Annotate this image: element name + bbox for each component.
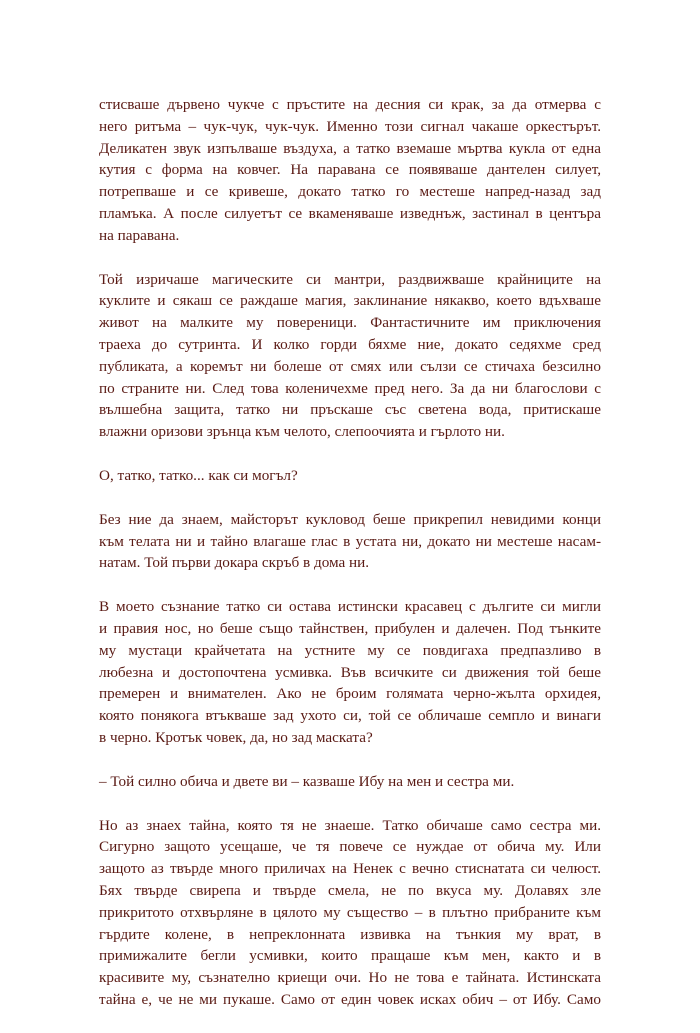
text-line: потрепваше и се кривеше, докато татко го местеше напред-назад зад (99, 183, 601, 201)
text-line: в черно. Кротък човек, да, но зад маската? (99, 728, 373, 746)
text-line: тайна е, че не ми пукаше. Само от един човек исках обич – от Ибу. Само (99, 990, 601, 1008)
text-line: Бях твърде свирепа и твърде смела, не по вкуса му. Долавях зле (99, 881, 601, 899)
text-line: примижалите бегли усмивки, които пращаше към мен, както и в (99, 947, 601, 965)
text-line: Без ние да знаем, майсторът кукловод беше прикрепил невидими конци (99, 510, 601, 528)
text-line: кутия с форма на ковчег. На паравана се появяваше дантелен силует, (99, 161, 601, 179)
text-line: Но аз знаех тайна, която тя не знаеше. Татко обичаше само сестра ми. (99, 816, 601, 834)
text-line: и правия нос, но беше също тайнствен, прибулен и далечен. Под тънките (99, 619, 601, 637)
text-line: – Той силно обича и двете ви – казваше Ибу на мен и сестра ми. (99, 772, 515, 790)
text-line: към телата ни и тайно влагаше глас в устата ни, докато ни местеше насам- (99, 532, 601, 550)
text-line: по страните ни. След това коленичехме пред него. За да ни благослови с (99, 379, 601, 397)
text-line: вълшебна защита, татко ни пръскаше със светена вода, притискаше (99, 401, 601, 419)
text-line: пламъка. А после силуетът се вкаменяваше изведнъж, застинал в центъра (99, 204, 601, 222)
text-line: на паравана. (99, 226, 180, 244)
text-line: Той изричаше магическите си мантри, раздвижваше крайниците на (99, 270, 601, 288)
body-text (99, 94, 601, 1033)
text-line: Деликатен звук изпълваше въздуха, а татко вземаше мъртва кукла от една (99, 139, 601, 157)
text-line: О, татко, татко... как си могъл? (99, 466, 298, 484)
text-line: живот на малките му повереници. Фантастичните им приключения (99, 314, 601, 332)
text-line: защото аз твърде много приличах на Ненек с вечно стиснатата си челюст. (99, 860, 601, 878)
text-line: куклите и сякаш се раждаше магия, заклинание някакво, което вдъхваше (99, 292, 601, 310)
text-line: премерен и внимателен. Ако не броим голямата черно-жълта орхидея, (99, 685, 601, 703)
paragraph (99, 771, 601, 793)
text-line: публиката, а коремът ни болеше от смях или сълзи се стичаха безсилно (99, 357, 601, 375)
text-line: влажни оризови зрънца към челото, слепоочията и гърлото ни. (99, 423, 505, 441)
text-line: траеха до сутринта. И колко горди бяхме ние, докато седяхме сред (99, 335, 601, 353)
text-line: гърдите колене, в непреклонната извивка на тънкия му врат, в (99, 925, 601, 943)
paragraph (99, 509, 601, 574)
text-line: В моето съзнание татко си остава истински красавец с дългите си мигли (99, 598, 601, 616)
paragraph (99, 269, 601, 443)
text-line: любезна и достопочтена усмивка. Във всичките си движения той беше (99, 663, 601, 681)
text-line: Сигурно защото усещаше, че тя повече се нуждае от обича му. Или (99, 838, 601, 856)
text-line: красивите му, съзнателно криещи очи. Но не това е тайната. Истинската (99, 969, 601, 987)
text-line: която понякога втъкваше зад ухото си, той се обличаше семпло и винаги (99, 707, 601, 725)
paragraph (99, 94, 601, 247)
text-line: него ритъма – чук-чук, чук-чук. Именно този сигнал чакаше оркестърът. (99, 117, 601, 135)
text-line: натам. Той първи докара скръб в дома ни. (99, 554, 370, 572)
paragraph (99, 815, 601, 1011)
text-line: прикритото отхвърляне в цялото му същество – в плътно прибраните към (99, 903, 601, 921)
text-line: стисваше дървено чукче с пръстите на десния си крак, за да отмерва с (99, 96, 601, 113)
paragraph (99, 596, 601, 749)
paragraph (99, 465, 601, 487)
text-line: му мустаци крайчетата на устните му се повдигаха предпазливо в (99, 641, 601, 659)
